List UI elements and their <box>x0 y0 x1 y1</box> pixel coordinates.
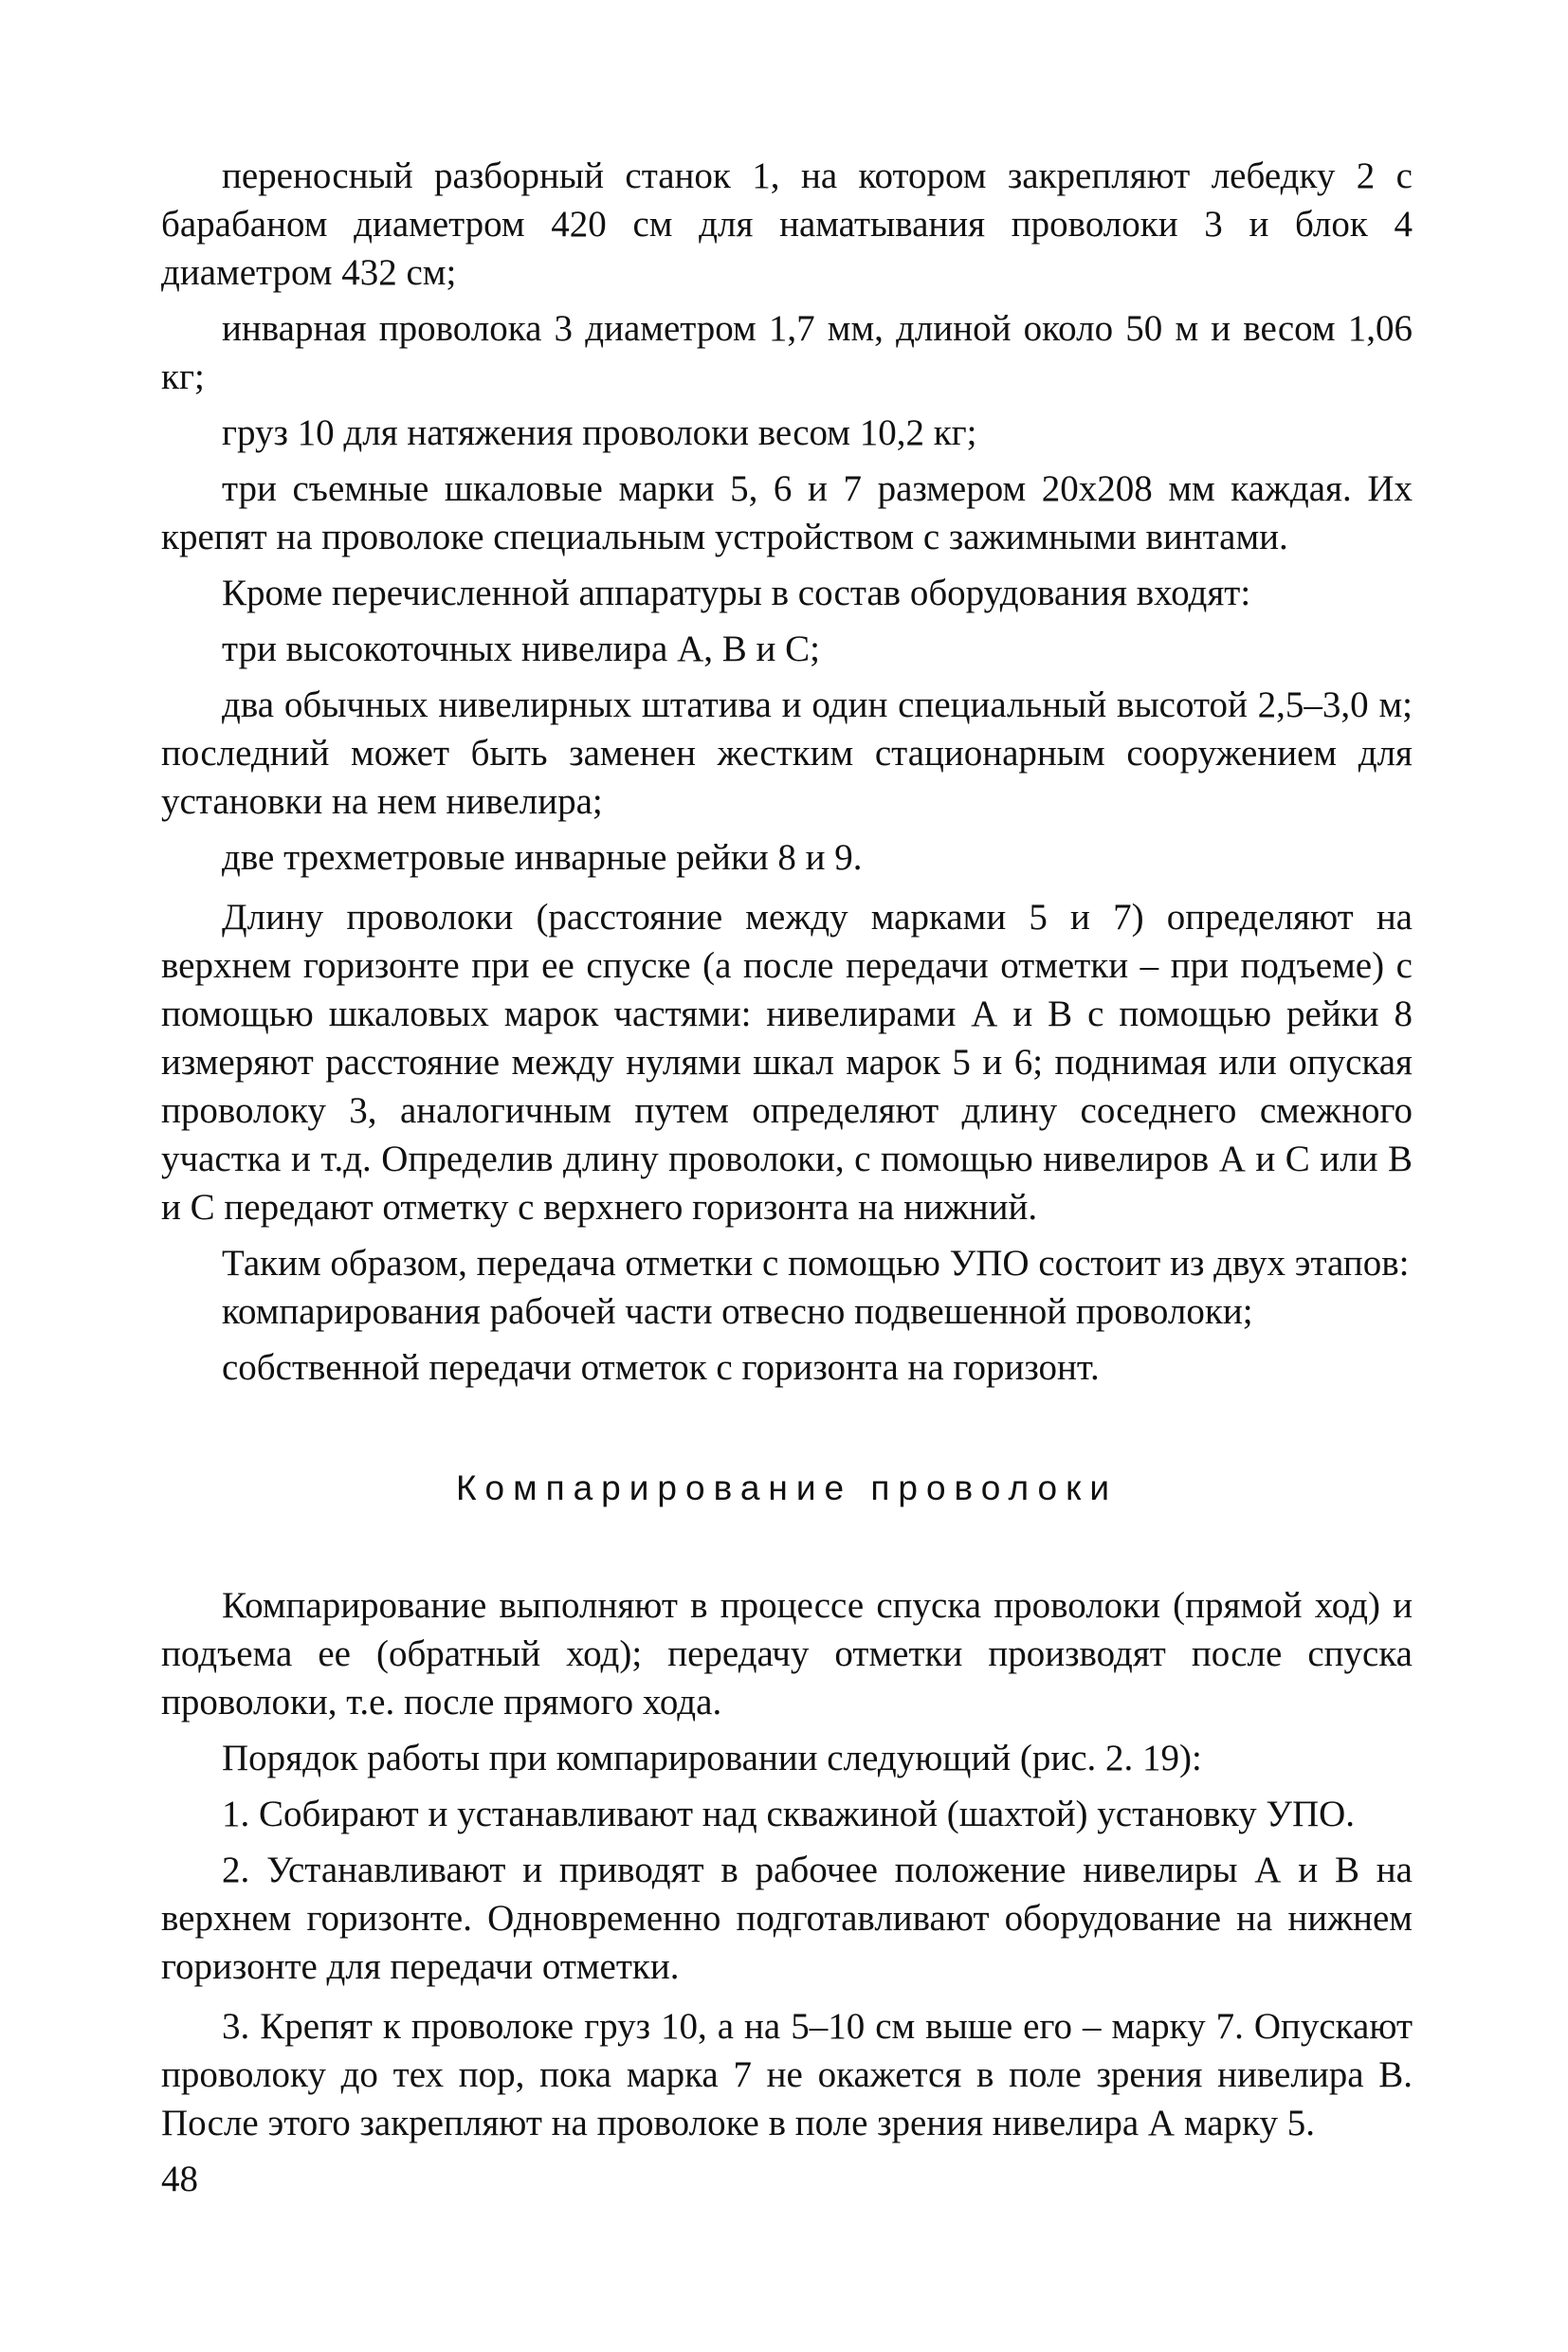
paragraph-step-3: 3. Крепят к проволоке груз 10, а на 5–10 см выше его – марку 7. Опускают проволоку до тех пор, пока марка 7 не окажется в поле зрения нивелира В. После этого закрепляют на проволоке в поле зрения нивелира А марку 5. <box>161 2006 1413 2143</box>
paragraph-weight: груз 10 для натяжения проволоки весом 10,2 кг; <box>222 412 977 453</box>
paragraph-rods: две трехметровые инварные рейки 8 и 9. <box>222 837 863 878</box>
paragraph-step-1: 1. Собирают и устанавливают над скважиной (шахтой) установку УПО. <box>222 1794 1356 1834</box>
paragraph-tripods: два обычных нивелирных штатива и один специальный высотой 2,5–3,0 м; последний может быть заменен жестким стационарным сооружением для установки на нем нивелира; <box>161 684 1413 822</box>
paragraph-stage-1: компарирования рабочей части отвесно подвешенной проволоки; <box>222 1291 1253 1332</box>
paragraph-wire-length: Длину проволоки (расстояние между марками 5 и 7) определяют на верхнем горизонте при ее спуске (а после передачи отметки – при подъеме) с помощью шкаловых марок частями: нивелирами А и В с помощью рейки 8 измеряют расстояние между нулями шкал марок 5 и 6; поднимая или опуская проволоку 3, аналогичным путем определяют длину соседнего смежного участка и т.д. Определив длину проволоки, с помощью нивелиров А и С или В и С передают отметку с верхнего горизонта на нижний. <box>161 897 1413 1228</box>
paragraph-equipment-stand: переносный разборный станок 1, на котором закрепляют лебедку 2 с барабаном диаметром 420 см для наматывания проволоки 3 и блок 4 диаметром 432 см; <box>161 155 1413 293</box>
paragraph-levels: три высокоточных нивелира А, В и С; <box>222 629 821 669</box>
paragraph-stage-2: собственной передачи отметок с горизонта на горизонт. <box>222 1347 1100 1388</box>
page-number: 48 <box>161 2159 198 2199</box>
paragraph-comparison-process: Компарирование выполняют в процессе спуска проволоки (прямой ход) и подъема ее (обратный ход); передачу отметки производят после спуска проволоки, т.е. после прямого хода. <box>161 1585 1413 1723</box>
section-heading: Компарирование проволоки <box>456 1468 1118 1507</box>
document-page <box>161 152 1413 2237</box>
paragraph-step-2: 2. Устанавливают и приводят в рабочее положение нивелиры А и В на верхнем горизонте. Одновременно подготавливают оборудование на нижнем горизонте для передачи отметки. <box>161 1850 1413 1987</box>
paragraph-scale-marks: три съемные шкаловые марки 5, 6 и 7 размером 20х208 мм каждая. Их крепят на проволоке специальным устройством с зажимными винтами. <box>161 468 1413 557</box>
paragraph-stages-intro: Таким образом, передача отметки с помощью УПО состоит из двух этапов: <box>222 1243 1410 1284</box>
paragraph-invar-wire: инварная проволока 3 диаметром 1,7 мм, длиной около 50 м и весом 1,06 кг; <box>161 308 1413 397</box>
paragraph-procedure-intro: Порядок работы при компарировании следующий (рис. 2. 19): <box>222 1738 1202 1778</box>
paragraph-equipment-intro: Кроме перечисленной аппаратуры в состав оборудования входят: <box>222 573 1251 613</box>
